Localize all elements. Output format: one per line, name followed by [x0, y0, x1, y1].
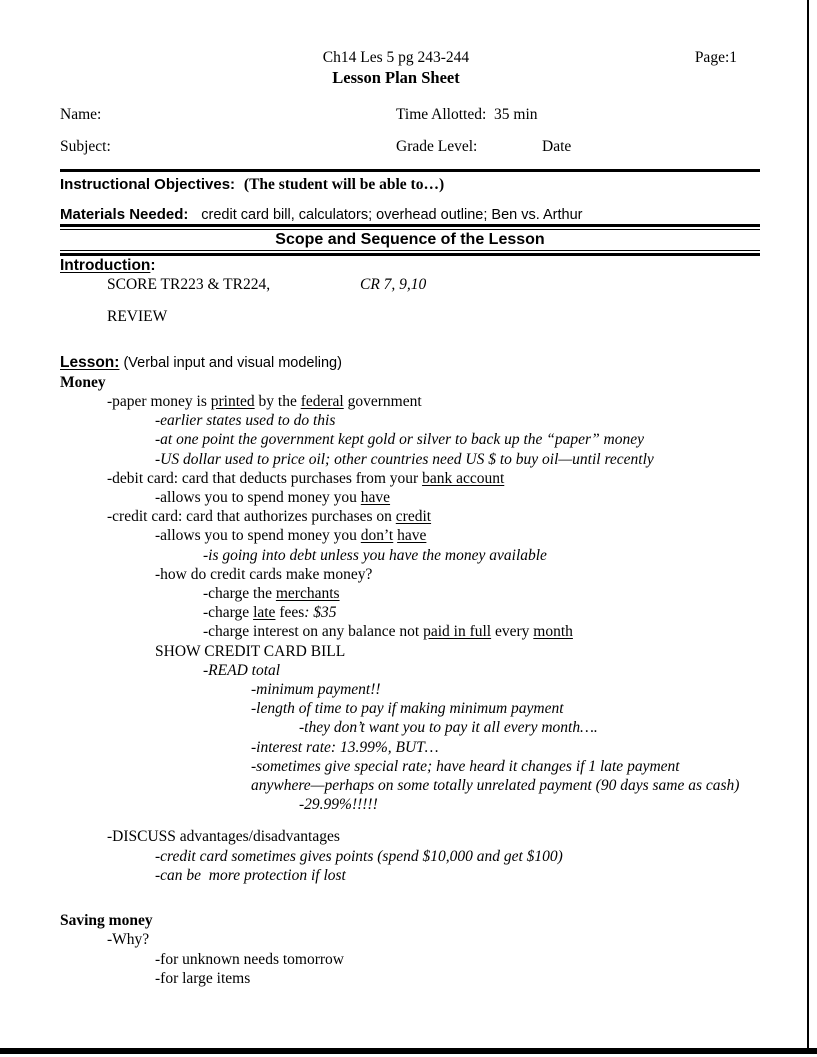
outline-line — [60, 776, 760, 795]
text-run: -allows you to spend money you — [155, 489, 361, 507]
name-row — [60, 105, 760, 124]
text-run: -sometimes give special rate; have heard it changes if 1 late payment — [251, 757, 680, 775]
text-run: anywhere—perhaps on some totally unrelated payment (90 days same as cash) — [251, 777, 740, 795]
text-run: -at one point the government kept gold or silver to back up the “paper” money — [155, 431, 645, 449]
text-run: have — [397, 527, 427, 545]
outline-line — [60, 373, 760, 392]
text-run: -is going into debt unless you have the money available — [203, 546, 547, 564]
text-run: -credit card sometimes gives points (spend $10,000 and get $100) — [155, 847, 563, 865]
text-run: -charge interest on any balance not — [203, 623, 424, 641]
outline-line — [60, 680, 760, 699]
outline-line — [60, 661, 760, 680]
text-run: -interest rate: 13.99%, BUT… — [251, 738, 439, 756]
text-run: -for unknown needs tomorrow — [155, 950, 344, 968]
text-run: -Why? — [107, 931, 150, 949]
text-run: : — [150, 257, 156, 274]
outline-line — [60, 565, 760, 584]
blank-line — [60, 327, 760, 340]
outline-line — [60, 622, 760, 641]
outline-line — [60, 911, 760, 930]
text-run: SHOW CREDIT CARD BILL — [155, 642, 346, 660]
subject-label: Subject: — [60, 138, 111, 155]
outline-line — [60, 603, 760, 622]
text-run: SCORE TR223 & TR224, — [107, 276, 271, 294]
outline-line — [60, 866, 760, 885]
outline-line — [60, 969, 760, 988]
outline-line — [60, 450, 760, 469]
outline-line — [60, 307, 760, 326]
text-run: Introduction — [60, 257, 151, 274]
outline-line — [60, 847, 760, 866]
outline-line — [60, 930, 760, 949]
text-run: Lesson: — [60, 353, 120, 371]
text-run: -debit card: card that deducts purchases from your — [107, 469, 423, 487]
outline-line — [60, 827, 760, 846]
text-run: REVIEW — [107, 308, 168, 326]
blank-line — [60, 340, 760, 353]
course-reference: Ch14 Les 5 pg 243-244 — [322, 49, 470, 66]
text-run: -READ total — [203, 661, 281, 679]
outline-line — [60, 546, 760, 565]
scan-bottom-bar — [0, 1048, 817, 1054]
blank-line — [60, 898, 760, 911]
text-run: don’t — [360, 527, 394, 545]
outline-line — [60, 392, 760, 411]
text-run: -US dollar used to price oil; other countries need US $ to buy oil—until recently — [155, 450, 654, 468]
subject-row — [60, 137, 760, 156]
text-run: Money — [60, 373, 106, 391]
text-run: government — [343, 393, 422, 411]
scope-heading: Scope and Sequence of the Lesson — [275, 231, 545, 248]
outline-line — [60, 642, 760, 661]
materials-needed-items: credit card bill, calculators; overhead outline; Ben vs. Arthur — [201, 207, 583, 223]
text-run: (Verbal input and visual modeling) — [119, 354, 342, 371]
materials-needed-line — [60, 205, 760, 224]
text-run: printed — [210, 393, 255, 411]
page-content — [60, 48, 760, 988]
materials-needed-label: Materials Needed: — [60, 206, 189, 223]
text-run: Saving money — [60, 912, 153, 930]
outline-line — [60, 488, 760, 507]
text-run: -DISCUSS advantages/disadvantages — [107, 828, 340, 846]
blank-line — [60, 294, 760, 307]
text-run: -length of time to pay if making minimum payment — [251, 700, 564, 718]
text-run: fees — [275, 604, 305, 622]
text-run: -credit card: card that authorizes purchases on — [107, 508, 396, 526]
text-run: -minimum payment!! — [251, 681, 381, 699]
outline-line — [60, 353, 760, 373]
outline-line — [60, 526, 760, 545]
outline-line — [60, 738, 760, 757]
page-title: Lesson Plan Sheet — [332, 68, 460, 87]
instructional-objectives-label: Instructional Objectives: — [60, 176, 236, 193]
text-run: -can be more protection if lost — [155, 866, 346, 884]
text-run: bank account — [422, 469, 505, 487]
cr-ref: CR 7, 9,10 — [360, 276, 427, 294]
outline-line — [60, 469, 760, 488]
instructional-objectives-line — [60, 175, 760, 194]
text-run: : $35 — [304, 604, 337, 622]
header-row — [60, 48, 760, 67]
text-run: late — [253, 604, 276, 622]
outline-line — [60, 757, 760, 776]
blank-line — [60, 814, 760, 827]
text-run: -allows you to spend money you — [155, 527, 361, 545]
text-run: -earlier states used to do this — [155, 412, 336, 430]
page-number: Page:1 — [694, 49, 737, 66]
outline-line — [60, 795, 760, 814]
text-run: -paper money is — [107, 393, 211, 411]
text-run: month — [533, 623, 573, 641]
text-run: every — [491, 623, 534, 641]
text-run: -charge the — [203, 585, 276, 603]
outline-line — [60, 507, 760, 526]
text-run: have — [360, 489, 391, 507]
text-run: -they don’t want you to pay it all every month…. — [299, 719, 598, 737]
outline-line — [60, 411, 760, 430]
text-run: -29.99%!!!!! — [299, 796, 378, 814]
time-allotted-label: Time Allotted: 35 min — [396, 106, 538, 123]
outline-line — [60, 699, 760, 718]
outline-line — [60, 256, 760, 275]
text-run: -for large items — [155, 969, 251, 987]
text-run: -charge — [203, 604, 254, 622]
grade-level-label: Grade Level: — [396, 138, 478, 155]
outline-line — [60, 950, 760, 969]
text-run: federal — [300, 393, 344, 411]
divider-thick — [60, 169, 760, 172]
text-run: -how do credit cards make money? — [155, 565, 373, 583]
blank-line — [60, 885, 760, 898]
outline-line — [60, 430, 760, 449]
text-run: by the — [254, 393, 301, 411]
text-run: merchants — [275, 585, 340, 603]
text-run: paid in full — [423, 623, 492, 641]
outline-line — [60, 584, 760, 603]
scan-edge-line — [807, 0, 809, 1054]
outline-line — [60, 718, 760, 737]
outline-line — [60, 275, 760, 294]
text-run: credit — [395, 508, 432, 526]
name-label: Name: — [60, 106, 102, 123]
date-label: Date — [542, 138, 572, 155]
lesson-outline — [60, 256, 760, 988]
instructional-objectives-note: (The student will be able to…) — [243, 176, 445, 193]
